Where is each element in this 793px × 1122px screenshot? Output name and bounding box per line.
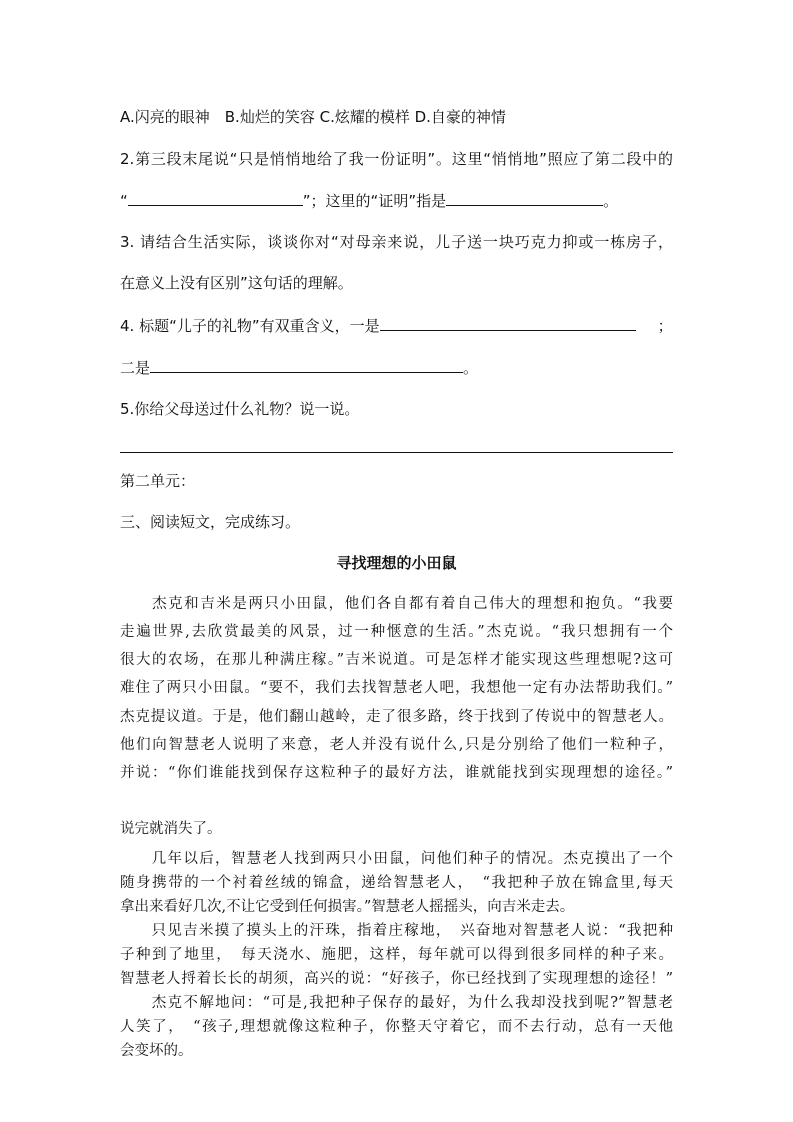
answer-blank-2[interactable]: [446, 191, 603, 206]
q2-end: 。: [603, 192, 619, 210]
story-line: 杰克不解地问：“可是,我把种子保存的最好，为什么我却没找到呢?”智慧老: [120, 995, 673, 1011]
q4-semi: ；: [657, 317, 673, 335]
story-line: 走遍世界,去欣赏最美的风景，过一种惬意的生活。”杰克说。“我只想拥有一个: [120, 624, 673, 640]
question-3: 3. 请结合生活实际，谈谈你对“对母亲来说，儿子送一块巧克力抑或一栋房子，: [120, 233, 673, 251]
question-4-cont: [120, 358, 478, 378]
question-2-blanks: [120, 191, 618, 211]
question-3-cont: 在意义上没有区别”这句话的理解。: [120, 274, 353, 292]
question-4: [120, 316, 673, 336]
story-line: 杰克提议道。于是，他们翻山越岭，走了很多路，终于找到了传说中的智慧老人。: [120, 709, 673, 725]
story-line: 拿出来看好几次,不让它受到任何损害。”智慧老人摇摇头，向吉米走去。: [120, 899, 575, 915]
story-line: 难住了两只小田鼠。“要不，我们去找智慧老人吧，我想他一定有办法帮助我们。”: [120, 680, 673, 696]
answer-blank-4[interactable]: [150, 358, 463, 373]
question-2: 2.第三段末尾说“只是悄悄地给了我一份证明”。这里“悄悄地”照应了第二段中的: [120, 150, 673, 168]
story-line: 只见吉米摸了摸头上的汗珠，指着庄稼地， 兴奋地对智慧老人说：“我把种: [120, 923, 673, 939]
story-line: 说完就消失了。: [120, 821, 222, 837]
story-line: 很大的农场，在那儿种满庄稼。”吉米说道。可是怎样才能实现这些理想呢?这可: [120, 652, 673, 668]
q2-mid: ”；这里的“证明”指是: [302, 192, 447, 210]
story-title: 寻找理想的小田鼠: [336, 554, 457, 572]
story-line: 并说：“你们谁能找到保存这粒种子的最好方法，谁就能找到实现理想的途径。”: [120, 765, 673, 781]
open-quote: “: [120, 192, 128, 210]
story-line: 人笑了， “孩子,理想就像这粒种子，你整天守着它，而不去行动，总有一天他: [120, 1019, 673, 1035]
story-line: 他们向智慧老人说明了来意，老人并没有说什么,只是分别给了他们一粒种子，: [120, 737, 673, 753]
q4-text: 4. 标题“儿子的礼物”有双重含义，一是: [120, 317, 380, 335]
answer-blank-3[interactable]: [380, 316, 636, 331]
q1-options: A.闪亮的眼神 B.灿烂的笑容 C.炫耀的模样 D.自豪的神情: [120, 108, 506, 126]
story-line: 几年以后，智慧老人找到两只小田鼠，问他们种子的情况。杰克摸出了一个: [120, 851, 673, 867]
answer-line-5[interactable]: [120, 452, 673, 453]
answer-blank-1[interactable]: [128, 191, 303, 206]
story-line: 杰克和吉米是两只小田鼠，他们各自都有着自己伟大的理想和抱负。“我要: [120, 596, 673, 612]
q4-second: 二是: [120, 359, 151, 377]
unit-heading: 第二单元：: [120, 472, 196, 490]
story-line: 随身携带的一个衬着丝绒的锦盒，递给智慧老人， “我把种子放在锦盒里,每天: [120, 875, 673, 891]
question-5: 5.你给父母送过什么礼物？说一说。: [120, 400, 360, 418]
story-line: 智慧老人捋着长长的胡须，高兴的说：“好孩子，你已经找到了实现理想的途径！”: [120, 971, 673, 987]
section-heading: 三、阅读短文，完成练习。: [120, 513, 301, 531]
story-line: 子种到了地里， 每天浇水、施肥，这样，每年就可以得到很多同样的种子来。: [120, 947, 673, 963]
story-line: 会变坏的。: [120, 1043, 193, 1059]
q4-end: 。: [463, 359, 479, 377]
